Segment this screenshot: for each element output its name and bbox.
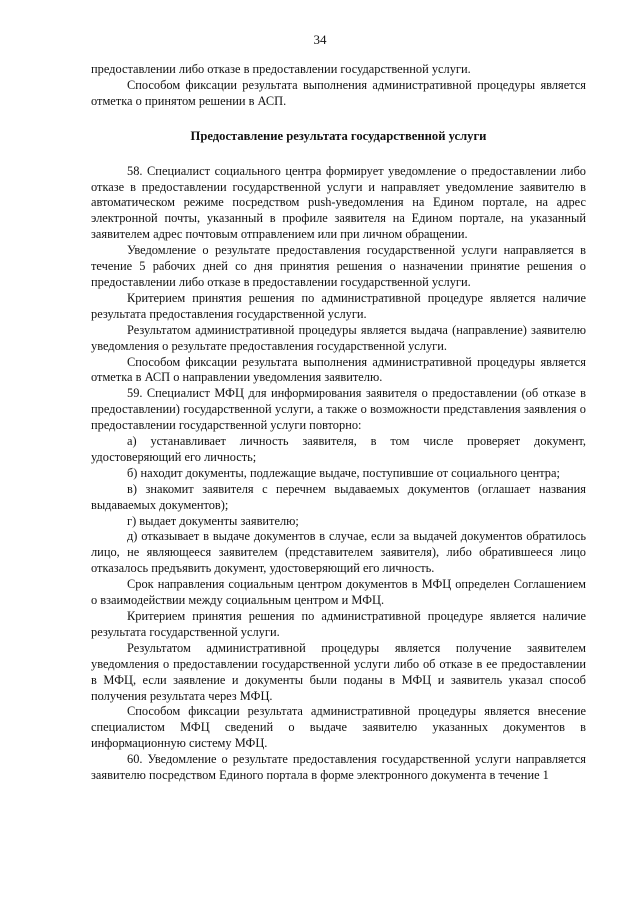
paragraph: Способом фиксации результата административной процедуры является внесение специалистом МФЦ сведений о выдаче заявителю указанных документов в информационную систему МФЦ.: [91, 704, 586, 751]
paragraph: д) отказывает в выдаче документов в случае, если за выдачей документов обратилось лицо, не являющееся заявителем (представителем заявителя), либо обратившееся лицо отказалось предъявить документ, удостоверяющий его личность.: [91, 529, 586, 576]
paragraph: Критерием принятия решения по административной процедуре является наличие результата предоставления государственной услуги.: [91, 290, 586, 321]
paragraph: б) находит документы, подлежащие выдаче, поступившие от социального центра;: [127, 465, 560, 480]
paragraph: Способом фиксации результата выполнения административной процедуры является отметка в АСП о направлении уведомления заявителю.: [91, 354, 586, 385]
paragraph: в) знакомит заявителя с перечнем выдаваемых документов (оглашает названия выдаваемых документов);: [91, 481, 586, 512]
paragraph: 58. Специалист социального центра формирует уведомление о предоставлении либо отказе в предоставлении государственной услуги и направляет уведомление заявителю в автоматическом режиме посредством push-уведомления на Едином портале, на адрес электронной почты, указанный в профиле заявителя на Едином портале, на указанный заявителем адрес почтовым отправлением или при личном обращении.: [91, 163, 586, 242]
paragraph: предоставлении либо отказе в предоставлении государственной услуги.: [91, 62, 471, 76]
paragraph: Уведомление о результате предоставления государственной услуги направляется в течение 5 рабочих дней со дня принятия решения о назначении принятие решения о предоставлении либо отказе в предоставлении государственной услуги.: [91, 243, 586, 289]
paragraph: а) устанавливает личность заявителя, в том числе проверяет документ, удостоверяющий его личность;: [91, 434, 586, 464]
document-body: [91, 62, 586, 784]
paragraph: 59. Специалист МФЦ для информирования заявителя о предоставлении (об отказе в предоставлении) государственной услуги, а также о возможности представления заявления о предоставлении государственной услуги повторно:: [91, 386, 586, 433]
section-heading: Предоставление результата государственной услуги: [190, 128, 487, 143]
paragraph: Способом фиксации результата выполнения административной процедуры является отметка о принятом решении в АСП.: [91, 77, 586, 108]
body-block: [91, 164, 586, 784]
paragraph: 60. Уведомление о результате предоставления государственной услуги направляется заявителю посредством Единого портала в форме электронного документа в течение 1: [91, 752, 586, 783]
paragraph: г) выдает документы заявителю;: [127, 513, 299, 528]
paragraph: Срок направления социальным центром документов в МФЦ определен Соглашением о взаимодействии между социальным центром и МФЦ.: [91, 577, 586, 608]
paragraph: Критерием принятия решения по административной процедуре является наличие результата государственной услуги.: [91, 609, 586, 639]
paragraph: Результатом административной процедуры является получение заявителем уведомления о предоставлении государственной услуги либо об отказе в ее предоставлении в МФЦ, если заявление и документы были поданы в МФЦ и заявитель указал способ получения результата через МФЦ.: [91, 640, 586, 703]
intro-block: [91, 62, 586, 110]
paragraph: Результатом административной процедуры является выдача (направление) заявителю уведомления о результате предоставления государственной услуги.: [91, 322, 586, 353]
page-number: 34: [313, 32, 327, 47]
